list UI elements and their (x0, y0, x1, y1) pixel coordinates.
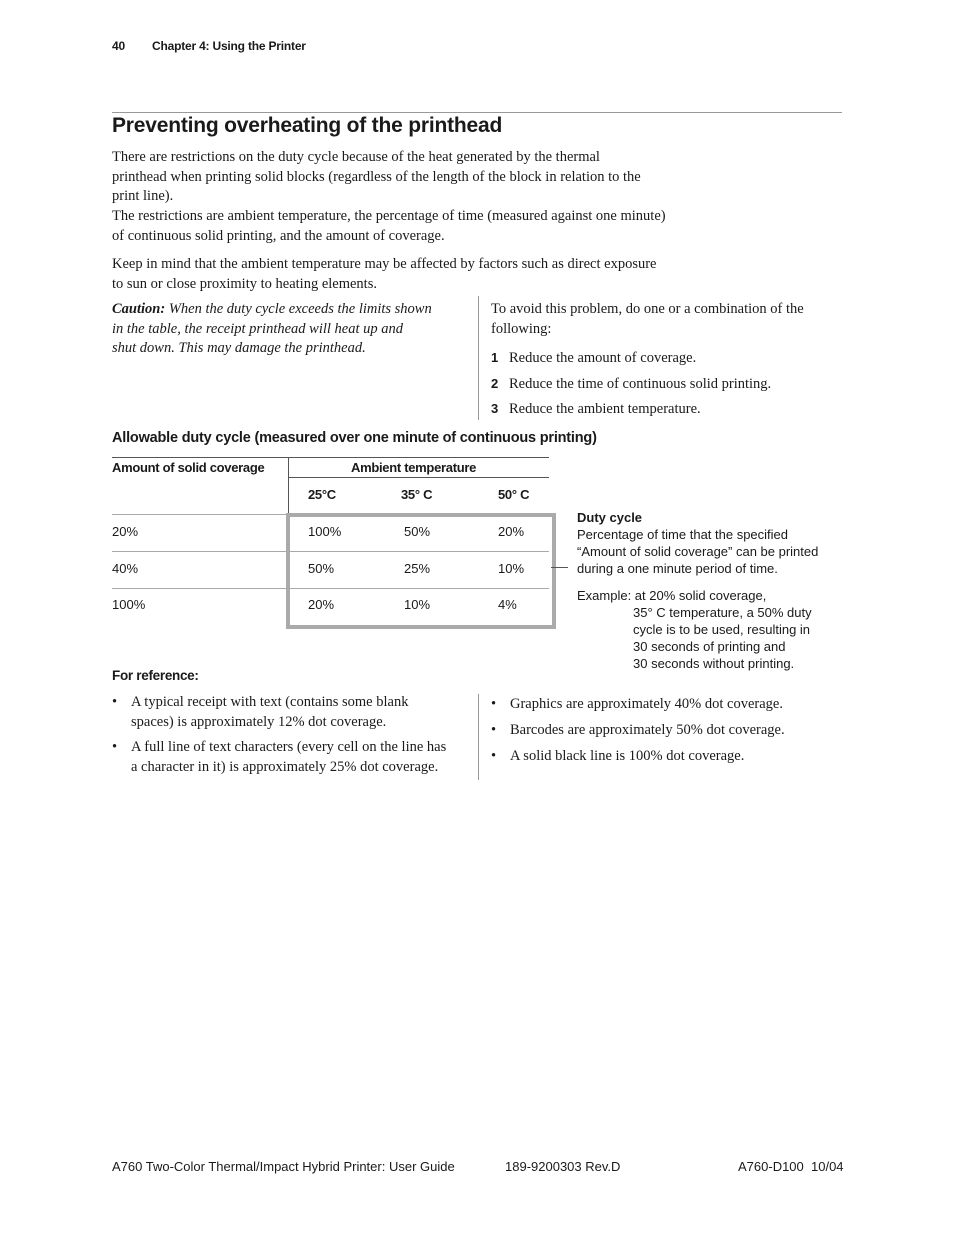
example-line: cycle is to be used, resulting in (633, 622, 811, 637)
list-item (112, 692, 468, 732)
example-line: 30 seconds without printing. (633, 656, 795, 671)
note-heading: Duty cycle (577, 510, 643, 525)
list-item (491, 746, 841, 766)
column-divider (478, 694, 479, 780)
text-line: Keep in mind that the ambient temperature may be affected by factors such as direct exposure (112, 256, 657, 272)
example-line: 35° C temperature, a 50% duty (633, 605, 812, 620)
table-caption: Allowable duty cycle (measured over one minute of continuous printing) (112, 430, 597, 446)
intro-paragraph-3 (112, 255, 702, 294)
coverage-cell: 100% (112, 597, 146, 612)
value-cell: 20% (498, 524, 525, 539)
footer-doc-number: 189-9200303 Rev.D (505, 1159, 621, 1174)
temp-header-35: 35° C (401, 487, 433, 502)
caution-note (112, 300, 462, 359)
title-divider (112, 112, 842, 113)
text-line: There are restrictions on the duty cycle because of the heat generated by the thermal (112, 149, 600, 165)
table-top-rule (112, 457, 549, 458)
caution-text: When the duty cycle exceeds the limits shown (165, 301, 432, 317)
text-line: a character in it) is approximately 25% dot coverage. (131, 759, 439, 775)
reference-list-left (112, 692, 468, 782)
coverage-column-header: Amount of solid coverage (112, 460, 265, 475)
bullet-icon: • (491, 748, 497, 764)
step-item (491, 399, 841, 425)
step-number: 1 (491, 350, 499, 365)
temperature-group-header: Ambient temperature (351, 460, 477, 475)
step-item (491, 348, 841, 374)
text-line: print line). (112, 188, 174, 204)
step-item (491, 374, 841, 400)
step-text: Reduce the time of continuous solid printing. (509, 375, 772, 392)
avoid-instructions (491, 300, 841, 425)
list-item (112, 737, 468, 777)
column-divider (478, 296, 479, 420)
text-line: printhead when printing solid blocks (regardless of the length of the block in relation to the (112, 168, 641, 185)
page-number: 40 (112, 39, 125, 53)
caution-line: in the table, the receipt printhead will heat up and (112, 320, 404, 337)
footer-revision: A760-D100 10/04 (738, 1159, 844, 1174)
value-cell: 4% (498, 597, 517, 612)
list-item (491, 720, 841, 740)
intro-paragraph-1 (112, 148, 702, 207)
step-text: Reduce the ambient temperature. (509, 401, 701, 417)
text-line: A typical receipt with text (contains some blank (131, 694, 409, 710)
duty-cycle-note (577, 509, 837, 672)
value-cell: 10% (404, 597, 431, 612)
text-line: to sun or close proximity to heating elements. (112, 275, 377, 292)
text-line: spaces) is approximately 12% dot coverage. (131, 714, 387, 730)
reference-list-right (491, 694, 841, 772)
note-line: “Amount of solid coverage” can be printed (577, 544, 819, 559)
value-cell: 20% (308, 597, 335, 612)
footer-guide-title: A760 Two-Color Thermal/Impact Hybrid Printer: User Guide (112, 1159, 455, 1174)
duty-cycle-table (112, 457, 549, 627)
list-item (491, 694, 841, 714)
avoid-intro (491, 300, 841, 339)
header-separator (288, 457, 289, 514)
text-line: The restrictions are ambient temperature, the percentage of time (measured against one minute) (112, 208, 666, 224)
bullet-icon: • (112, 694, 118, 710)
group-header-rule (288, 477, 549, 478)
intro-paragraph-2 (112, 207, 702, 246)
step-number: 2 (491, 375, 499, 391)
example-label: Example: at 20% solid coverage, (577, 588, 767, 603)
temp-header-25: 25°C (308, 487, 336, 502)
coverage-cell: 20% (112, 524, 139, 539)
reference-heading: For reference: (112, 668, 199, 683)
section-title: Preventing overheating of the printhead (112, 114, 503, 137)
bullet-icon: • (491, 696, 497, 712)
caution-line: shut down. This may damage the printhead. (112, 340, 366, 356)
chapter-title: Chapter 4: Using the Printer (152, 39, 306, 53)
value-cell: 10% (498, 561, 525, 576)
step-text: Reduce the amount of coverage. (509, 350, 697, 366)
value-cell: 50% (404, 524, 431, 539)
text-line: Barcodes are approximately 50% dot coverage. (510, 722, 785, 738)
value-cell: 25% (404, 561, 431, 576)
running-header (112, 39, 306, 53)
steps-list (491, 348, 841, 425)
bullet-icon: • (112, 739, 118, 755)
bullet-icon: • (491, 722, 497, 738)
callout-connector (551, 567, 568, 568)
text-line: Graphics are approximately 40% dot coverage. (510, 696, 783, 712)
text-line: A solid black line is 100% dot coverage. (510, 748, 745, 764)
text-line: following: (491, 320, 552, 337)
temp-header-50: 50° C (498, 487, 530, 502)
text-line: To avoid this problem, do one or a combination of the (491, 301, 804, 317)
coverage-cell: 40% (112, 561, 139, 576)
note-line: during a one minute period of time. (577, 561, 778, 576)
value-cell: 50% (308, 561, 335, 576)
caution-line (112, 300, 462, 320)
step-number: 3 (491, 401, 499, 416)
text-line: of continuous solid printing, and the amount of coverage. (112, 227, 445, 244)
text-line: A full line of text characters (every cell on the line has (131, 739, 447, 755)
example-line: 30 seconds of printing and (633, 639, 786, 654)
note-line: Percentage of time that the specified (577, 527, 789, 542)
caution-label: Caution: (112, 301, 166, 317)
value-cell: 100% (308, 524, 342, 539)
